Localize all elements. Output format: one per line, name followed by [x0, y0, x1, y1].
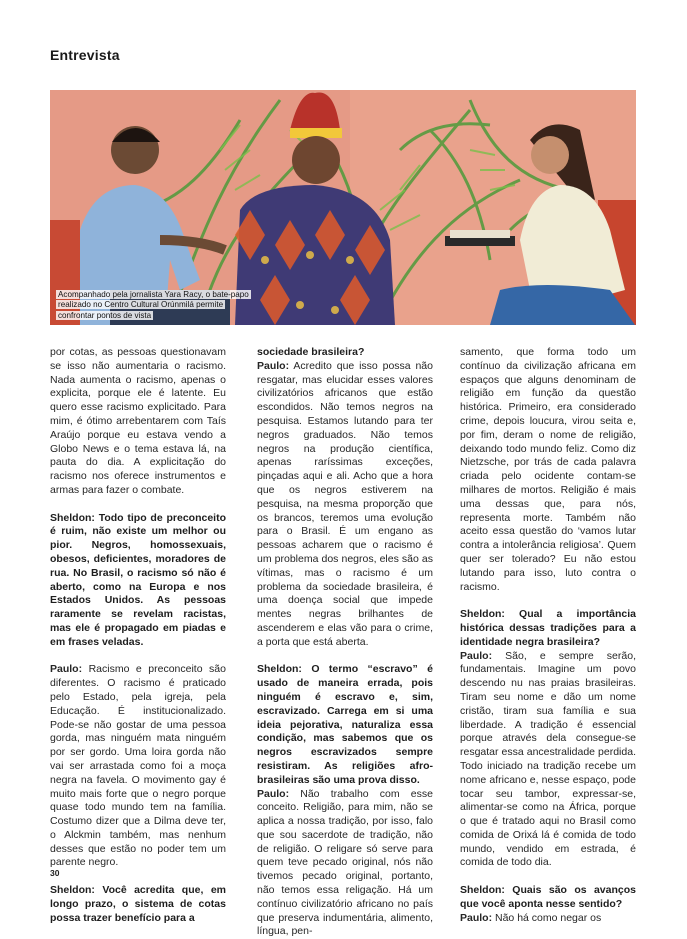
answer-text: Acredito que isso possa não resgatar, mas elucidar esses valores civilizatórios africanos que estão escondidos. Não temos negros na pesquisa. Estamos lutando para ter negros graduados. Não temos negros na produção científica, apenas raríssimas exceções, pinçadas aqui e ali. Acho que a hora que os negros estiverem na pesquisa, na mesma proporção que os brancos, teremos uma evolução para o Brasil. É um engano as pessoas acharem que o racismo é um problema dos negros, eles são as vítimas, mas o racismo é um problema da sociedade brasileira, é uma doença social que impede mentes negras brilhantes de ascenderem e elas vão para o crime, a porta que está aberta. — [257, 360, 433, 648]
article-column-1 — [50, 346, 226, 925]
question-paragraph: sociedade brasileira? — [257, 346, 433, 360]
section-title: Entrevista — [50, 47, 120, 63]
speaker-label: Paulo: — [257, 788, 289, 800]
answer-paragraph: samento, que forma todo um contínuo da civilização africana em espaços que alguns denominam de religião em função da questão histórica. Primeiro, era considerado crime, depois loucura, virou seita e, por fim, deram o nome de religião, deixando todo mundo feliz. Como diz Nietzsche, por trás de cada palavra criada pelo ocidente contam-se milhares de mortos. Religião é mais uma dessas que, para nós, representa morte. Também não aceito essa questão do ‘vamos lutar contra a intolerância religiosa’. Quem quer ser tolerado? Eu não estou lutando para isso, luto contra o racismo. — [460, 346, 636, 594]
question-paragraph: Sheldon: O termo “escravo” é usado de maneira errada, pois ninguém é escravo e, sim, escravizado. Carrega em si uma ideia pejorativa, naturaliza essa condição, mas sabemos que os negros escravizados sempre resistiram. As religiões afro-brasileiras são uma prova disso. — [257, 663, 433, 787]
photo-caption: Acompanhado pela jornalista Yara Racy, o bate-papo realizado no Centro Cultural Orúnmilá permite confrontar pontos de vista — [56, 290, 256, 321]
speaker-label: Paulo: — [460, 912, 492, 924]
article-column-3 — [460, 346, 636, 925]
question-paragraph: Sheldon: Você acredita que, em longo prazo, o sistema de cotas possa trazer benefício para a — [50, 884, 226, 925]
answer-paragraph: por cotas, as pessoas questionavam se isso não aumentaria o racismo. Nada aumenta o racismo, apenas o explicita, porque ele é latente. Eu quero esse racismo explicitado. Para mim, é ótimo arrebentarem com Taís Araújo porque eu estava vendo a Globo News e o tema estava lá, na pauta do dia. A explicitação do racismo nos oferece instrumentos e armas para fazer o combate. — [50, 346, 226, 498]
speaker-label: Paulo: — [257, 360, 289, 372]
question-paragraph: Sheldon: Qual a importância histórica dessas tradições para a identidade negra brasileira? — [460, 608, 636, 649]
answer-text: São, e sempre serão, fundamentais. Imagine um povo descendo nu nas praias brasileiras. Tiram seu nome e dão um nome cristão, tiram sua família e sua liberdade. A tradição é essencial porque através dela consegue-se resgatar essa ancestralidade perdida. Todo iniciado na tradição recebe um nome africano e, nesse espaço, pode tocar seu tambor, expressar-se, alimentar-se como na África, porque o que é tratado aqui no Brasil como comida de Orixá lá é comida de todo mundo, vendido em estrada, é comida de todo dia. — [460, 650, 636, 869]
question-paragraph: Sheldon: Todo tipo de preconceito é ruim, não existe um melhor ou pior. Negros, homossexuais, obesos, deficientes, moradores de rua. No Brasil, o racismo só não é aberto, como na Europa e nos Estados Unidos. As pessoas raramente se revelam racistas, mas ele é propagado em piadas e em frases veladas. — [50, 512, 226, 650]
question-paragraph: Sheldon: Quais são os avanços que você aponta nesse sentido? — [460, 884, 636, 912]
speaker-label: Paulo: — [460, 650, 492, 662]
answer-paragraph — [257, 788, 433, 939]
answer-paragraph — [257, 360, 433, 650]
speaker-label: Paulo: — [50, 663, 82, 675]
answer-paragraph — [50, 663, 226, 870]
answer-paragraph — [460, 912, 636, 926]
answer-paragraph — [460, 650, 636, 871]
article-column-2 — [257, 346, 433, 939]
page-number: 30 — [50, 868, 59, 878]
answer-text: Racismo e preconceito são diferentes. O racismo é praticado pelo Estado, pela igreja, pela Educação. É institucionalizado. Pode-se não gostar de uma pessoa gorda, mas ninguém mata ninguém por ser gordo. Uma loira gorda não vai ser arrastada como foi a moça negra na favela. O movimento gay é muito mais forte que o negro porque quase todo mundo tem na família. Costumo dizer que a Dilma deve ter, o Alckmin também, mas nenhum desses que estão no poder tem um parente negro. — [50, 663, 226, 868]
answer-text: Não há como negar os — [492, 912, 601, 924]
answer-text: Não trabalho com esse conceito. Religião, para mim, não se aplica a nossa tradição, por isso, falo que sou sacerdote de tradição, não de religião. O religare só serve para quem teve pecado original, nós não tivemos pecado original, portanto, não temos essa religação. Há um contínuo civilizatório africano no país que preserva indumentária, alimento, língua, pen- — [257, 788, 433, 938]
